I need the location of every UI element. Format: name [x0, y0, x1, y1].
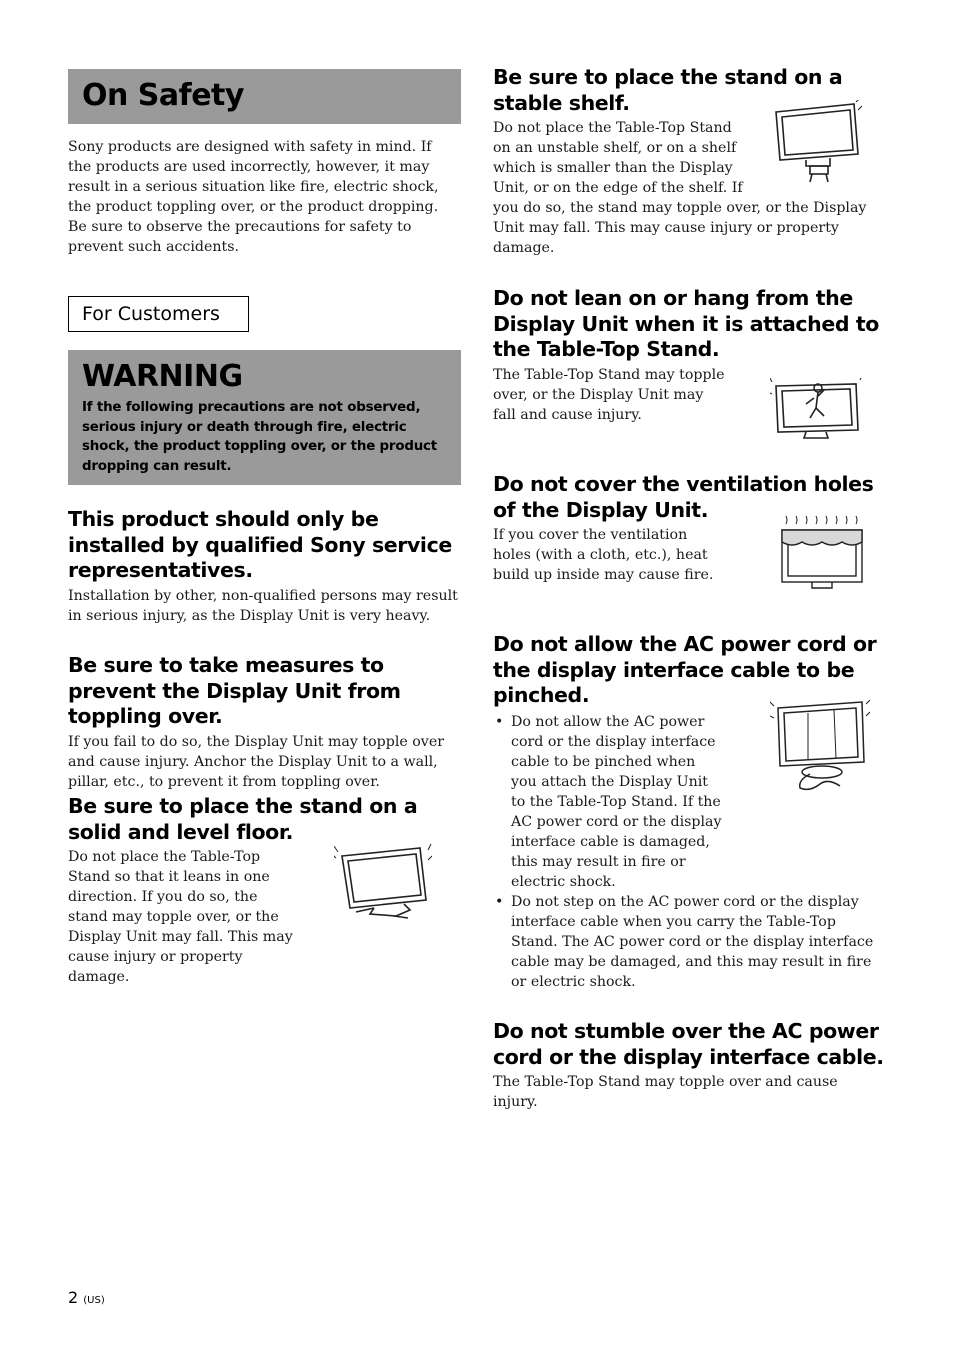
section-heading: Do not stumble over the AC power cord or the display interface cable. — [493, 1019, 884, 1069]
bullet-item: • Do not step on the AC power cord or the display interface cable when you carry the Table-Top Stand. The AC power cord or the display interface cable may be damaged, and this may result in fire or electric shock. — [493, 892, 885, 992]
page-region: (US) — [83, 1295, 105, 1306]
section-heading: Be sure to place the stand on a stable shelf. — [493, 65, 843, 115]
intro-text: Sony products are designed with safety in mind. If the products are used incorrectly, however, it may result in a serious situation like fire, electric shock, the product toppling over, or the product dropping. Be sure to observe the precautions for safety to prevent such accidents. — [68, 139, 439, 255]
page-number-value: 2 — [68, 1288, 79, 1307]
pinched-cable-illustration — [770, 700, 870, 794]
section-heading: This product should only be installed by qualified Sony service representatives. — [68, 507, 452, 582]
customers-label: For Customers — [82, 303, 220, 325]
section-prevent-toppling — [68, 653, 461, 792]
section-heading: Do not cover the ventilation holes of the Display Unit. — [493, 472, 874, 522]
bullet-item: • Do not allow the AC power cord or the display interface cable to be pinched when you attach the Display Unit to the Table-Top Stand. If the AC power cord or the display interface cable is damaged, this may result in fire or electric shock. — [493, 712, 723, 892]
section-body: The Table-Top Stand may topple over, or the Display Unit may fall and cause injury. — [493, 366, 725, 423]
display-on-shelf-illustration — [770, 100, 862, 184]
warning-title: WARNING — [82, 359, 243, 394]
covered-vents-illustration — [778, 514, 866, 592]
section-body: If you cover the ventilation holes (with a cloth, etc.), heat build up inside may cause fire. — [493, 527, 714, 583]
warning-box — [68, 350, 461, 485]
warning-text: If the following precautions are not observed, serious injury or death through fire, electric shock, the product toppling over, or the product dropping can result. — [82, 400, 437, 474]
section-pinched-cable — [493, 632, 885, 992]
section-body: The Table-Top Stand may topple over and cause injury. — [493, 1074, 838, 1110]
section-heading: Do not lean on or hang from the Display Unit when it is attached to the Table-Top Stand. — [493, 286, 879, 361]
section-heading: Be sure to take measures to prevent the Display Unit from toppling over. — [68, 653, 401, 728]
section-body: Do not place the Table-Top Stand so that it leans in one direction. If you do so, the stand may topple over, or the Display Unit may fall. This may cause injury or property damage. — [68, 849, 293, 985]
section-heading: Do not allow the AC power cord or the display interface cable to be pinched. — [493, 632, 877, 707]
section-body: If you fail to do so, the Display Unit may topple over and cause injury. Anchor the Display Unit to a wall, pillar, etc., to prevent it from toppling over. — [68, 733, 444, 790]
section-heading: Be sure to place the stand on a solid and level floor. — [68, 794, 418, 844]
customers-label-box — [68, 296, 249, 332]
section-body: Installation by other, non-qualified persons may result in serious injury, as the Display Unit is very heavy. — [68, 587, 458, 624]
section-body-text: Do not place the Table-Top Stand on an unstable shelf, or on a shelf which is smaller than the Display Unit, or on the edge of the shelf. If you do so, the stand may topple over, or the Display Unit may fall. This may cause injury or property damage. — [493, 120, 867, 256]
page-number — [68, 1288, 105, 1307]
tilted-display-illustration — [334, 842, 432, 922]
page-title: On Safety — [82, 78, 244, 113]
section-stumble-cable — [493, 1019, 885, 1112]
section-qualified-install — [68, 507, 461, 626]
page-title-bar — [68, 69, 461, 124]
person-hanging-illustration — [770, 378, 862, 442]
